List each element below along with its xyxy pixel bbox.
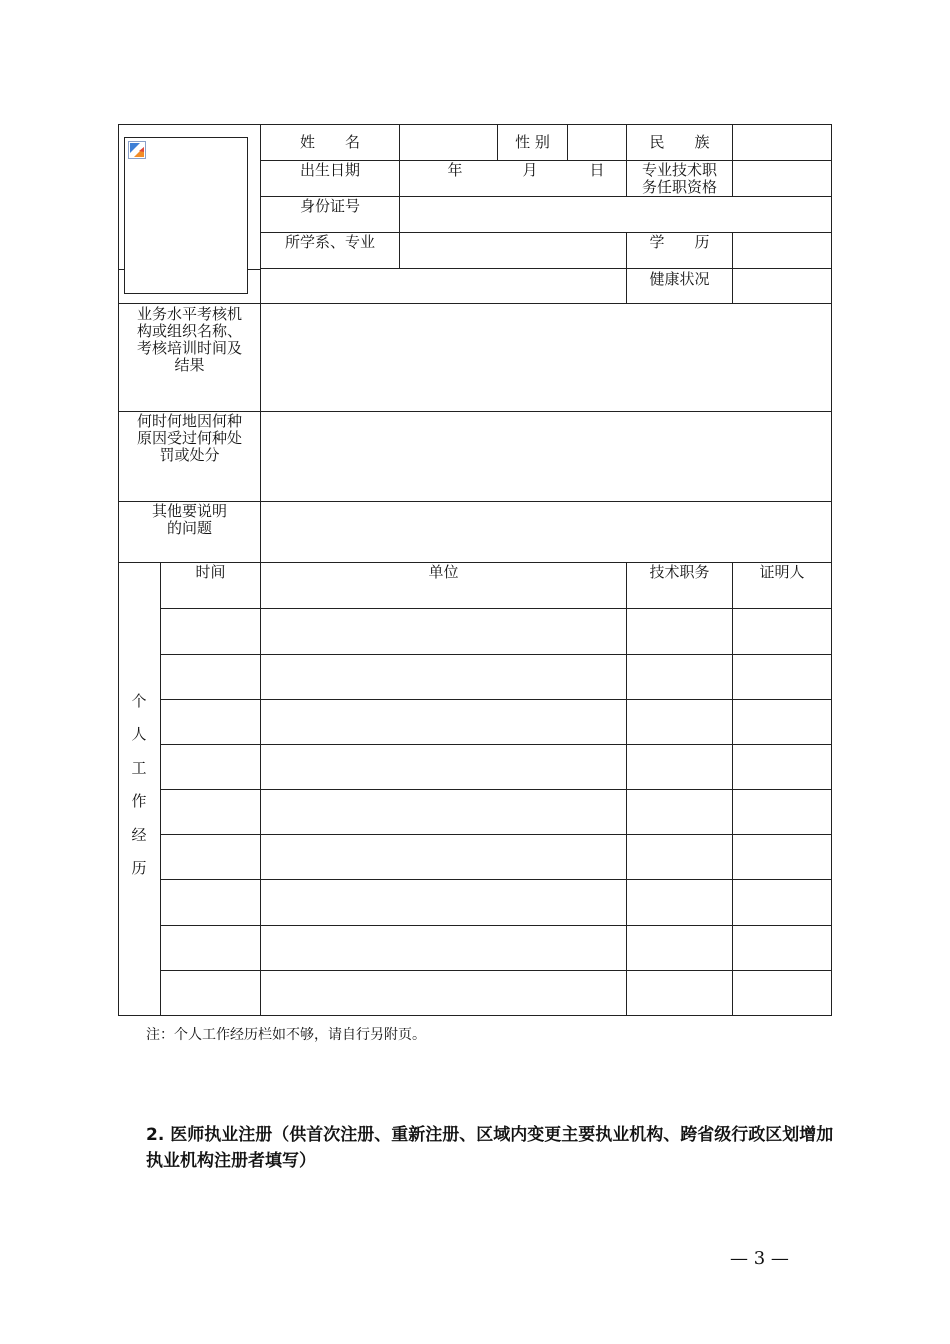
- other-notes-label-line: 其他要说明: [151, 502, 227, 520]
- table-border-top: [118, 124, 832, 125]
- work-history-side-label-char: 工: [131, 759, 147, 777]
- assessment-label-line: 业务水平考核机: [136, 305, 242, 323]
- penalty-label-line: 原因受过何种处: [136, 429, 242, 447]
- table-line: [160, 562, 161, 1016]
- table-border-right: [831, 124, 832, 1016]
- broken-image-icon: [128, 141, 146, 159]
- ethnicity-label: 民 族: [649, 133, 710, 151]
- photo-placeholder[interactable]: [124, 137, 248, 294]
- other-notes-label: [119, 503, 260, 537]
- health-label: 健康状况: [649, 270, 710, 288]
- table-line: [248, 269, 260, 270]
- other-notes-label-line: 的问题: [166, 519, 212, 537]
- table-line: [260, 268, 832, 269]
- month-label: 月: [522, 161, 538, 179]
- professional-title-label: [627, 162, 732, 196]
- work-history-side-label-char: 人: [131, 725, 147, 743]
- column-header-position: 技术职务: [649, 563, 710, 581]
- assessment-label-line: 构或组织名称、: [136, 322, 242, 340]
- table-border-left: [118, 124, 119, 1016]
- gender-label: 性 别: [515, 133, 550, 151]
- table-line: [567, 124, 568, 161]
- name-label: 姓 名: [299, 133, 360, 151]
- table-line: [399, 124, 400, 269]
- penalty-label-line: 何时何地因何种: [136, 412, 242, 430]
- table-line: [626, 562, 627, 1016]
- major-label: 所学系、专业: [284, 233, 375, 251]
- column-header-time: 时间: [195, 563, 226, 581]
- education-label: 学 历: [649, 233, 710, 251]
- id-number-label: 身份证号: [299, 197, 360, 215]
- footnote: 注：个人工作经历栏如不够，请自行另附页。: [146, 1027, 426, 1043]
- assessment-label: [119, 306, 260, 374]
- day-label: 日: [589, 161, 605, 179]
- assessment-label-line: 结果: [174, 356, 205, 374]
- penalty-label: [119, 413, 260, 464]
- column-header-organization: 单位: [428, 563, 459, 581]
- year-label: 年: [447, 161, 463, 179]
- table-line: [732, 232, 733, 304]
- column-header-witness: 证明人: [759, 563, 805, 581]
- page-number: — 3 —: [730, 1248, 789, 1269]
- table-line: [732, 562, 733, 1016]
- section-heading: 2. 医师执业注册（供首次注册、重新注册、区域内变更主要执业机构、跨省级行政区划增加执业机构注册者填写）: [146, 1125, 834, 1171]
- table-line: [118, 303, 832, 304]
- work-history-side-label-char: 历: [131, 859, 147, 877]
- table-line: [732, 124, 733, 197]
- table-border-bottom: [118, 1015, 832, 1016]
- work-history-side-label-char: 经: [131, 826, 147, 844]
- penalty-label-line: 罚或处分: [159, 446, 220, 464]
- assessment-label-line: 考核培训时间及: [136, 339, 242, 357]
- professional-title-line: 务任职资格: [641, 178, 717, 196]
- work-history-side-label-char: 作: [131, 792, 147, 810]
- work-history-side-label-char: 个: [131, 692, 147, 710]
- birth-date-label: 出生日期: [299, 161, 360, 179]
- professional-title-line: 专业技术职: [641, 161, 717, 179]
